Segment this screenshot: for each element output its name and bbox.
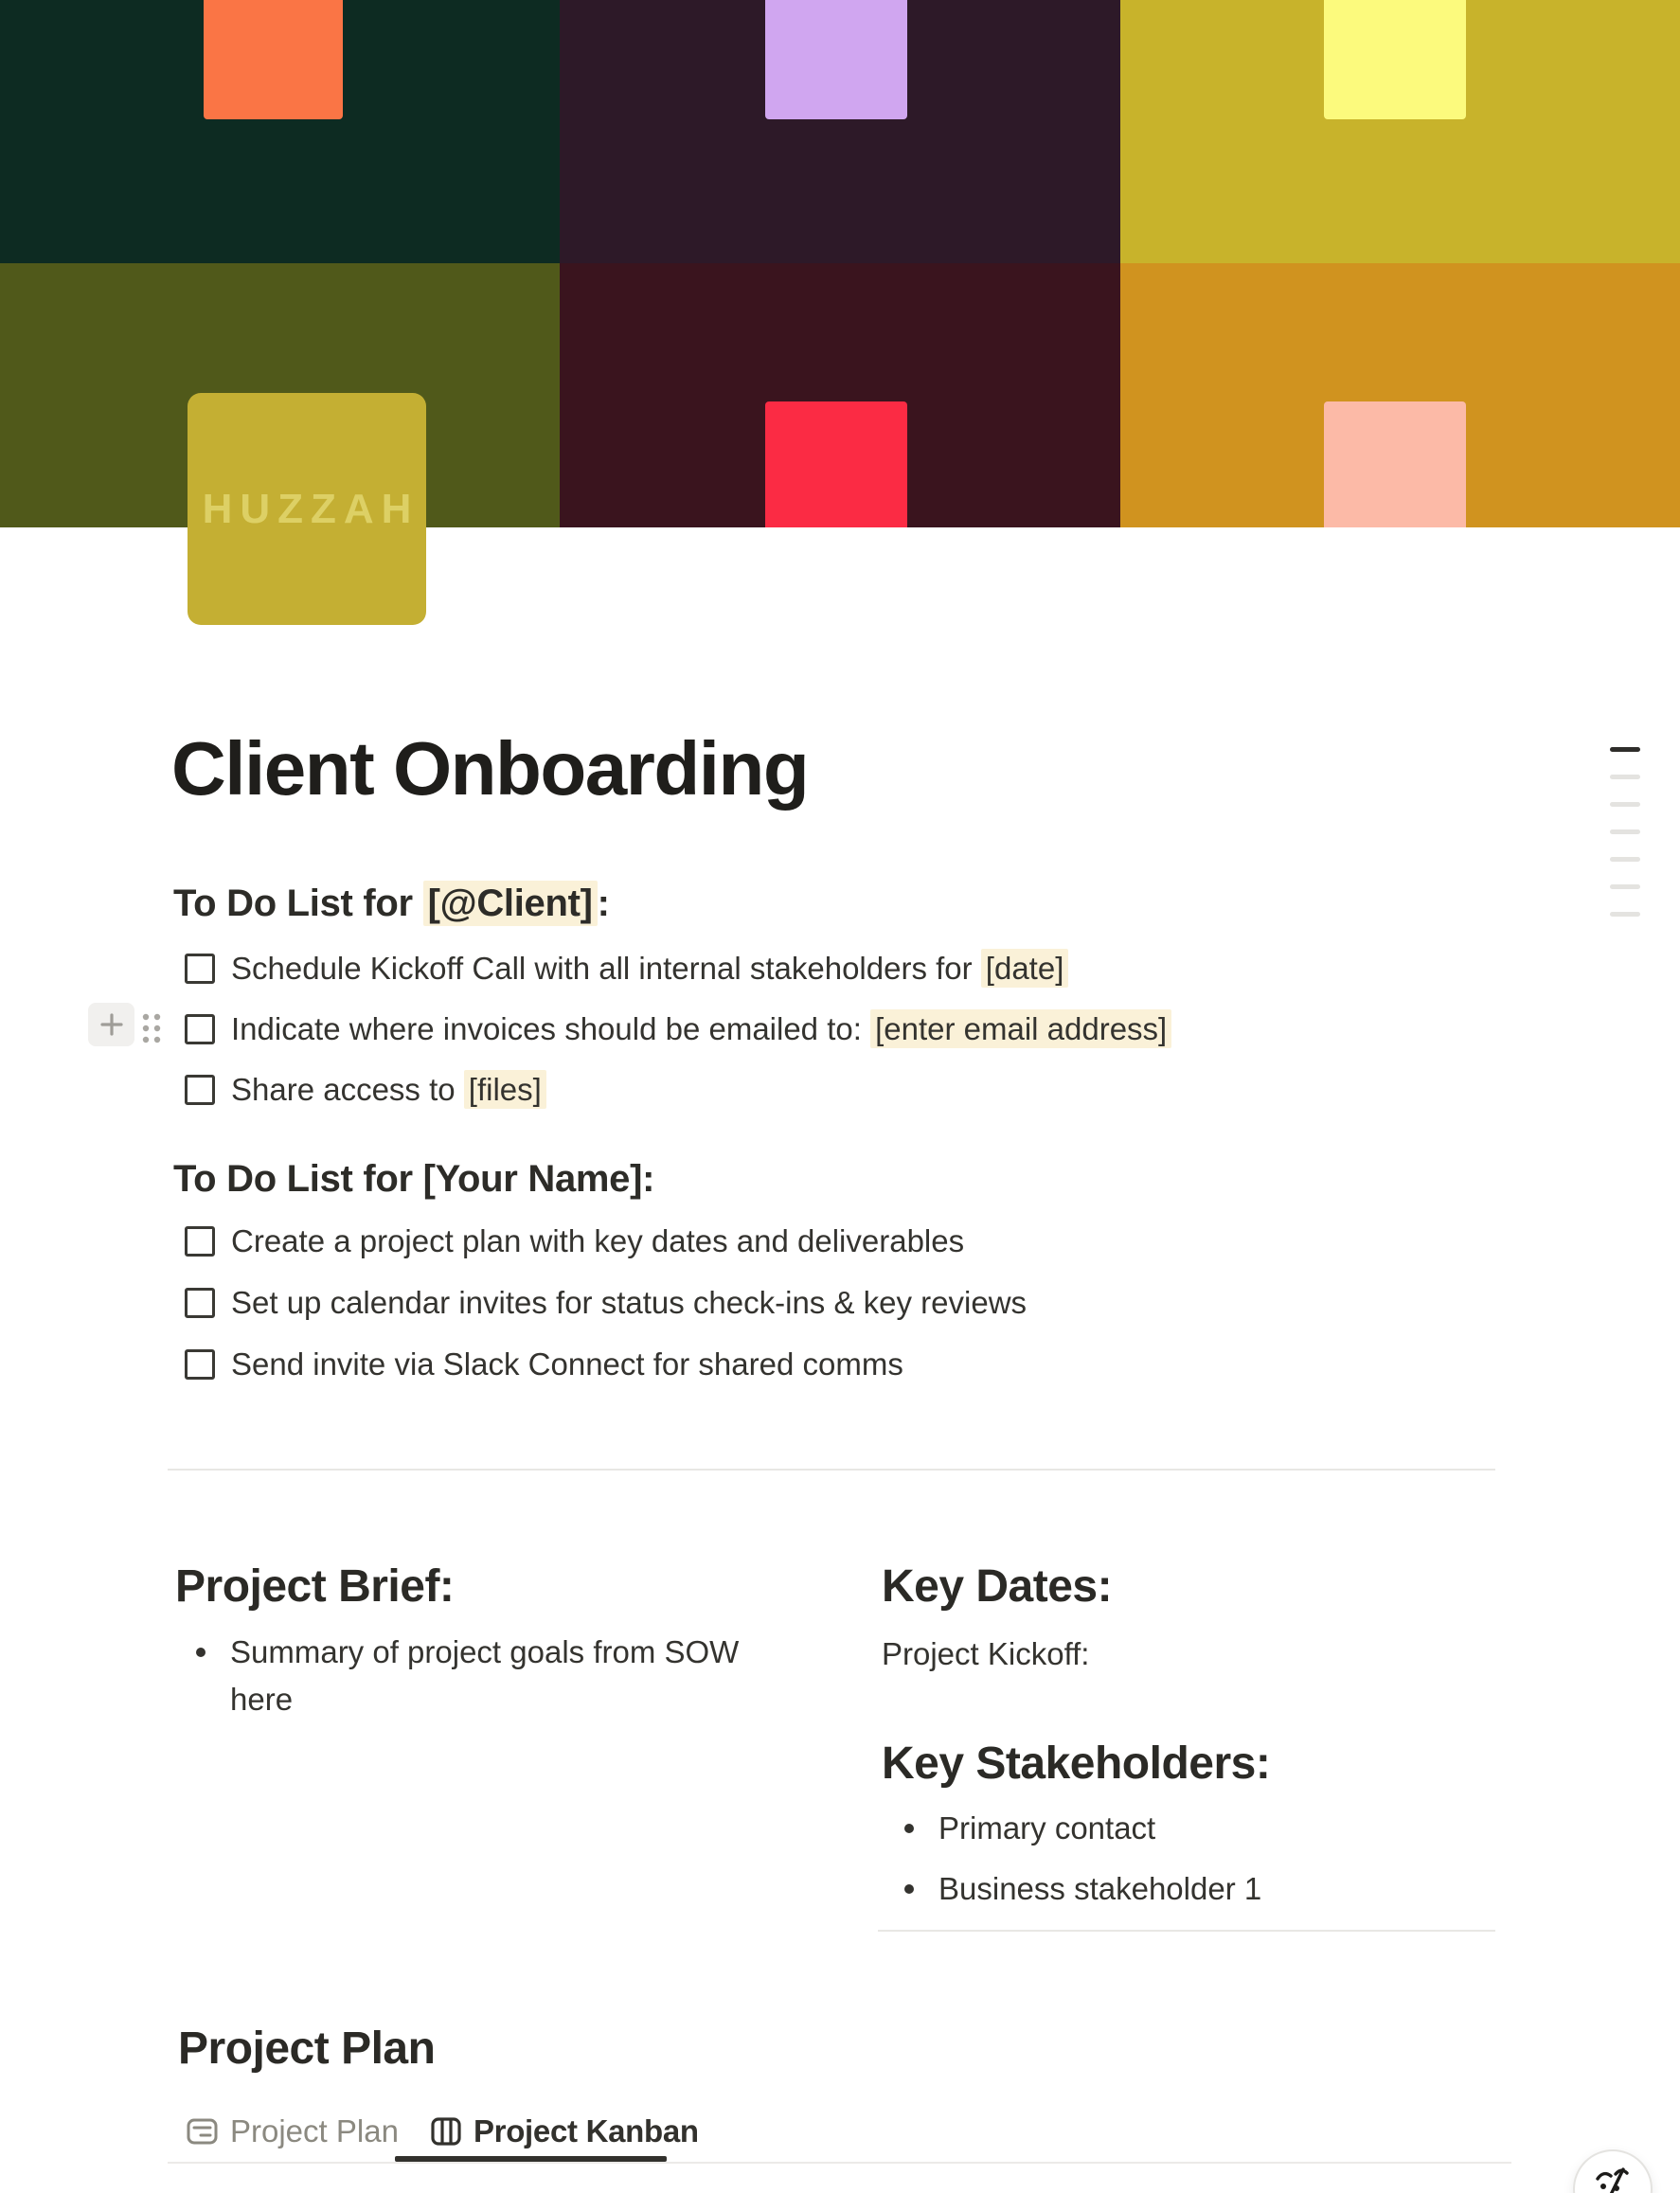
heading-highlight: [@Client]	[423, 881, 598, 926]
list-item	[882, 1805, 1261, 1852]
project-brief-list	[173, 1629, 760, 1723]
checkbox[interactable]	[185, 1349, 215, 1380]
page-icon-label: HUZZAH	[202, 485, 420, 532]
todo-item-text	[231, 1011, 1171, 1047]
tab-project-plan[interactable]	[187, 2113, 399, 2149]
cover-accent-orange	[204, 0, 343, 119]
drag-handle-icon	[139, 1009, 164, 1047]
notion-ai-button[interactable]	[1573, 2149, 1653, 2193]
todo-item	[173, 1220, 1027, 1263]
board-icon	[431, 2117, 461, 2146]
drag-handle[interactable]	[139, 1009, 164, 1052]
tab-baseline	[168, 2162, 1511, 2164]
minimap-bar	[1610, 802, 1640, 807]
todo-item	[173, 1007, 1171, 1051]
todo-highlight: [enter email address]	[870, 1009, 1171, 1048]
checkbox[interactable]	[185, 1014, 215, 1044]
todo-item	[173, 1281, 1027, 1325]
tab-label: Project Kanban	[473, 2113, 699, 2148]
view-tabs	[187, 2104, 699, 2159]
divider	[878, 1930, 1495, 1932]
list-item	[882, 1865, 1261, 1913]
todo-item-text: Send invite via Slack Connect for shared comms	[231, 1346, 903, 1382]
list-item-text: Summary of project goals from SOW here	[230, 1634, 740, 1717]
todo-self-heading: To Do List for [Your Name]:	[173, 1158, 655, 1200]
project-kickoff-text: Project Kickoff:	[882, 1636, 1090, 1671]
minimap-bar-active	[1610, 747, 1640, 752]
cover-accent-red	[765, 401, 907, 527]
heading-text: To Do List for	[173, 883, 423, 924]
timeline-icon	[187, 2117, 218, 2146]
key-dates-heading: Key Dates:	[882, 1561, 1113, 1612]
tab-label: Project Plan	[230, 2113, 399, 2148]
bullet-icon	[196, 1648, 206, 1657]
project-brief-heading: Project Brief:	[175, 1561, 455, 1612]
todo-text-part: Share access to	[231, 1072, 464, 1107]
heading-text: :	[597, 883, 610, 924]
todo-text-part: Schedule Kickoff Call with all internal stakeholders for	[231, 951, 981, 986]
divider	[168, 1469, 1495, 1471]
page-title: Client Onboarding	[171, 726, 809, 811]
face-doodle-icon	[1591, 2161, 1635, 2193]
todo-item-text	[231, 1072, 546, 1108]
plus-icon	[98, 1011, 125, 1038]
todo-item	[173, 947, 1171, 990]
cover-accent-pink	[1324, 401, 1466, 527]
checkbox[interactable]	[185, 954, 215, 984]
outline-minimap[interactable]	[1610, 747, 1640, 939]
todo-item	[173, 1343, 1027, 1386]
minimap-bar	[1610, 912, 1640, 917]
cover-accent-light-purple	[765, 0, 907, 119]
key-stakeholders-heading: Key Stakeholders:	[882, 1738, 1271, 1789]
list-item	[173, 1629, 760, 1723]
todo-client-heading	[173, 883, 610, 925]
todo-text-part: Indicate where invoices should be emailed to:	[231, 1011, 871, 1046]
minimap-bar	[1610, 829, 1640, 834]
todo-item-text: Set up calendar invites for status check-ins & key reviews	[231, 1285, 1028, 1320]
cover-accent-light-yellow	[1324, 0, 1466, 119]
checkbox[interactable]	[185, 1075, 215, 1105]
todo-item-text: Create a project plan with key dates and deliverables	[231, 1223, 965, 1258]
todo-highlight: [files]	[464, 1070, 546, 1109]
list-item-text: Primary contact	[938, 1810, 1156, 1845]
page-icon[interactable]	[188, 393, 426, 625]
bullet-icon	[904, 1824, 914, 1833]
minimap-bar	[1610, 884, 1640, 889]
todo-list-self	[173, 1220, 1027, 1404]
todo-item	[173, 1068, 1171, 1112]
minimap-bar	[1610, 857, 1640, 862]
minimap-bar	[1610, 775, 1640, 779]
todo-list-client	[173, 947, 1171, 1129]
active-tab-underline	[395, 2156, 667, 2162]
checkbox[interactable]	[185, 1226, 215, 1257]
project-plan-heading: Project Plan	[178, 2024, 436, 2074]
checkbox[interactable]	[185, 1288, 215, 1318]
todo-item-text	[231, 951, 1068, 987]
list-item-text: Business stakeholder 1	[938, 1871, 1262, 1906]
bullet-icon	[904, 1884, 914, 1894]
stakeholders-list	[882, 1805, 1261, 1926]
tab-project-kanban[interactable]	[431, 2113, 699, 2149]
todo-highlight: [date]	[981, 949, 1069, 988]
add-block-button[interactable]	[88, 1003, 134, 1046]
